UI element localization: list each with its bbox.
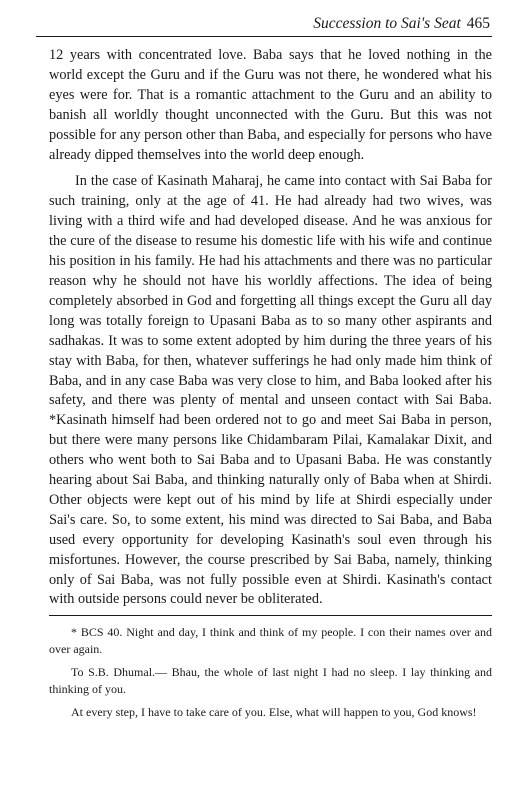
running-head [36, 14, 490, 34]
body-paragraph-2: In the case of Kasinath Maharaj, he came into contact with Sai Baba for such training, only at the age of 41. He had already had two wives, was living with a third wife and had developed disease. And he was anxious for the cure of the disease to resume his domestic life with his wife and continue his position in his family. He had his attachments and there was no particular reason why he should not have his worldly affections. The idea of being completely absorbed in God and forgetting all things except the Guru all day long was totally foreign to Upasani Baba as to so many other aspirants and sadhakas. It was to some extent adopted by him during the three years of his stay with Baba, for then, whatever sufferings he had only made him think of Baba, and in any case Baba was very close to him, and Baba looked after his safety, and there was plenty of mental and unseen contact with Sai Baba. *Kasinath himself had been ordered not to go and meet Sai Baba in person, but there were many persons like Chidambaram Pilai, Kamalakar Dixit, and others who went both to Sai Baba and to Upasani Baba. He was constantly hearing about Sai Baba, and thinking naturally only of Baba when at Shirdi. Other objects were kept out of his mind by life at Shirdi especially under Sai's care. So, to some extent, his mind was directed to Sai Baba, and Baba used every opportunity for developing Kasinath's soul even through his misfortunes. However, the course prescribed by Sai Baba, namely, thinking only of Sai Baba, was not fully possible even at Shirdi. Kasinath's contact with outside persons could never be obliterated. [49, 173, 492, 608]
footnote-1: * BCS 40. Night and day, I think and think of my people. I con their names over and over again. [49, 625, 492, 656]
footnote-3: At every step, I have to take care of you. Else, what will happen to you, God knows! [71, 705, 477, 719]
footnote-2: To S.B. Dhumal.— Bhau, the whole of last night I had no sleep. I lay thinking and thinking of you. [49, 665, 492, 696]
body-paragraph-1: 12 years with concentrated love. Baba says that he loved nothing in the world except the Guru and if the Guru was not there, he wondered what his eyes were for. That is a romantic attachment to the Guru and an ability to banish all worldly thought unconnected with the Guru. But this was not possible for any person other than Baba, and especially for persons who have already dipped themselves into the world deep enough. [49, 47, 492, 163]
footnote-rule [49, 615, 492, 616]
running-head-title: Succession to Sai's Seat [313, 15, 461, 32]
footnotes [49, 624, 492, 728]
body-text [49, 46, 492, 610]
page-number: 465 [466, 15, 490, 32]
header-rule [36, 36, 492, 37]
